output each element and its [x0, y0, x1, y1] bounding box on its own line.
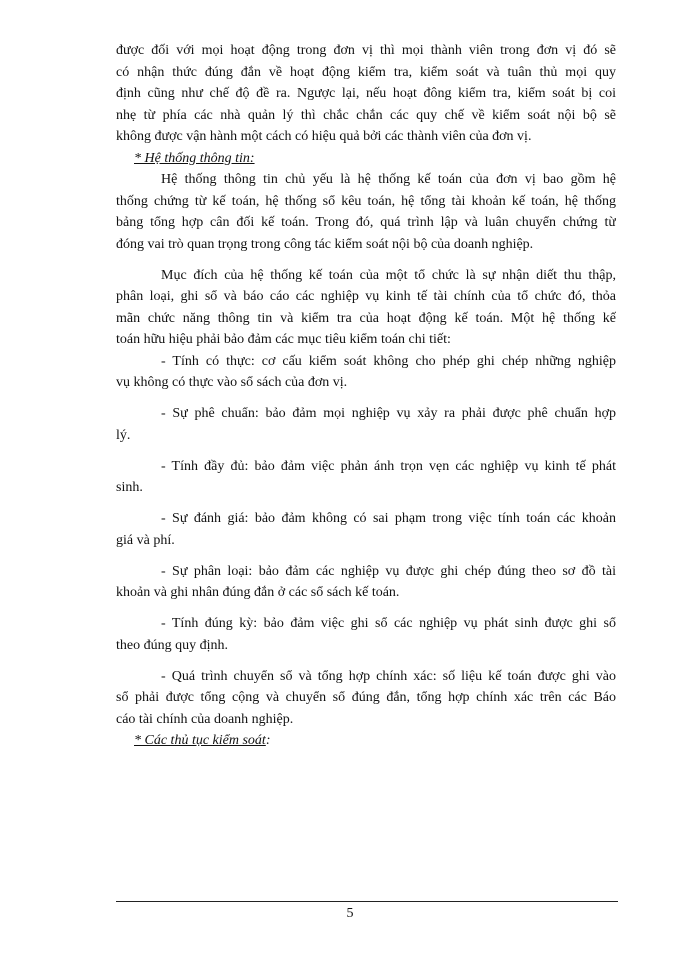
text-line: - Sự đánh giá: bảo đảm không có sai phạm trong việc tính toán các khoản — [161, 511, 616, 526]
text-line: - Tính đầy đủ: bảo đảm việc phản ánh trọn vẹn các nghiệp vụ kinh tế phát — [161, 458, 616, 474]
text-line: - Sự phê chuẩn: bảo đảm mọi nghiệp vụ xảy ra phải được phê chuẩn hợp — [161, 406, 616, 421]
paragraph-gap — [116, 656, 616, 666]
text-line: không được vận hành một cách có hiệu quả bởi các thành viên của đơn vị. — [116, 129, 532, 144]
text-line: Hệ thống thông tin chủ yếu là hệ thống kế toán của đơn vị bao gồm hệ — [161, 172, 616, 187]
paragraph-gap — [116, 499, 616, 509]
text-line: - Tính có thực: cơ cấu kiểm soát không cho phép ghi chép những nghiệp — [161, 353, 616, 369]
text-line: thống chứng từ kế toán, hệ thống sổ kêu toán, hệ tổng tài khoản kế toán, hệ thống — [116, 193, 616, 209]
paragraph-gap — [116, 551, 616, 561]
objective-list — [116, 351, 616, 731]
paragraph-intro — [116, 40, 616, 148]
text-line: mãn chức năng thông tin và kiểm tra của hoạt động kế toán. Một hệ thống kế — [116, 310, 616, 326]
text-line: lý. — [116, 427, 131, 443]
text-line: theo đúng quy định. — [116, 637, 228, 653]
paragraph-information-system — [116, 169, 616, 255]
paragraph-gap — [116, 446, 616, 456]
text-line: định cũng như chế độ đề ra. Ngược lại, nếu hoạt đông kiểm tra, kiểm soát bị coi — [116, 86, 616, 101]
text-line: - Sự phân loại: bảo đảm các nghiệp vụ được ghi chép đúng theo sơ đồ tài — [161, 563, 616, 579]
paragraph-purpose — [116, 265, 616, 351]
objective-item — [116, 613, 616, 656]
text-line: đóng vai trò quan trọng trong công tác kiểm soát nội bộ của doanh nghiệp. — [116, 236, 534, 252]
page-content — [116, 40, 616, 752]
objective-item — [116, 403, 616, 446]
paragraph-gap — [116, 604, 616, 614]
text-line: Mục đích của hệ thống kế toán của một tổ chức là sự nhận diết thu thập, — [161, 267, 616, 283]
section-heading-information-system — [116, 148, 616, 170]
text-line: sổ phải được tổng cộng và chuyển sổ đúng đắn, tổng hợp chính xác trên các Báo — [116, 690, 616, 705]
text-line: vụ không có thực vào sổ sách của đơn vị. — [116, 375, 348, 390]
text-line: phân loại, ghi sổ và báo cáo các nghiệp vụ kinh tế tài chính của tổ chức đó, thỏa — [116, 289, 616, 304]
text-line: nhẹ từ phía các nhà quản lý thì chắc chắn các quy chế về kiểm soát nội bộ sẽ — [116, 107, 616, 123]
objective-item — [116, 351, 616, 394]
objective-item — [116, 561, 616, 604]
paragraph-gap — [116, 394, 616, 404]
objective-item — [116, 666, 616, 731]
paragraph-gap — [116, 255, 616, 265]
footer-divider — [116, 901, 618, 902]
text-line: toán hữu hiệu phải bảo đảm các mục tiêu kiểm toán chi tiết: — [116, 332, 451, 347]
text-line: khoản và ghi nhân đúng đắn ở các sổ sách kế toán. — [116, 585, 400, 600]
objective-item — [116, 456, 616, 499]
text-line: có nhận thức đúng đắn về hoạt động kiểm tra, kiểm soát và tuân thủ mọi quy — [116, 64, 616, 80]
text-line: sinh. — [116, 480, 143, 495]
heading-text: * Các thủ tục kiểm soát — [134, 733, 266, 748]
heading-text: * Hệ thống thông tin: — [134, 150, 255, 166]
text-line: cáo tài chính của doanh nghiệp. — [116, 711, 294, 727]
text-line: - Quá trình chuyển sổ và tổng hợp chính xác: số liệu kế toán được ghi vào — [161, 668, 616, 684]
text-line: được đối với mọi hoạt động trong đơn vị thì mọi thành viên trong đơn vị đó sẽ — [116, 43, 616, 58]
text-line: giá và phí. — [116, 532, 175, 548]
heading-colon: : — [265, 733, 271, 748]
page-number: 5 — [346, 906, 354, 921]
section-heading-control-procedures — [116, 730, 616, 752]
text-line: bảng tổng hợp cân đối kế toán. Trong đó, quá trình lập và luân chuyển chứng từ — [116, 215, 616, 230]
text-line: - Tính đúng kỳ: bảo đảm việc ghi sổ các nghiệp vụ phát sinh được ghi sổ — [161, 616, 616, 631]
objective-item — [116, 508, 616, 551]
